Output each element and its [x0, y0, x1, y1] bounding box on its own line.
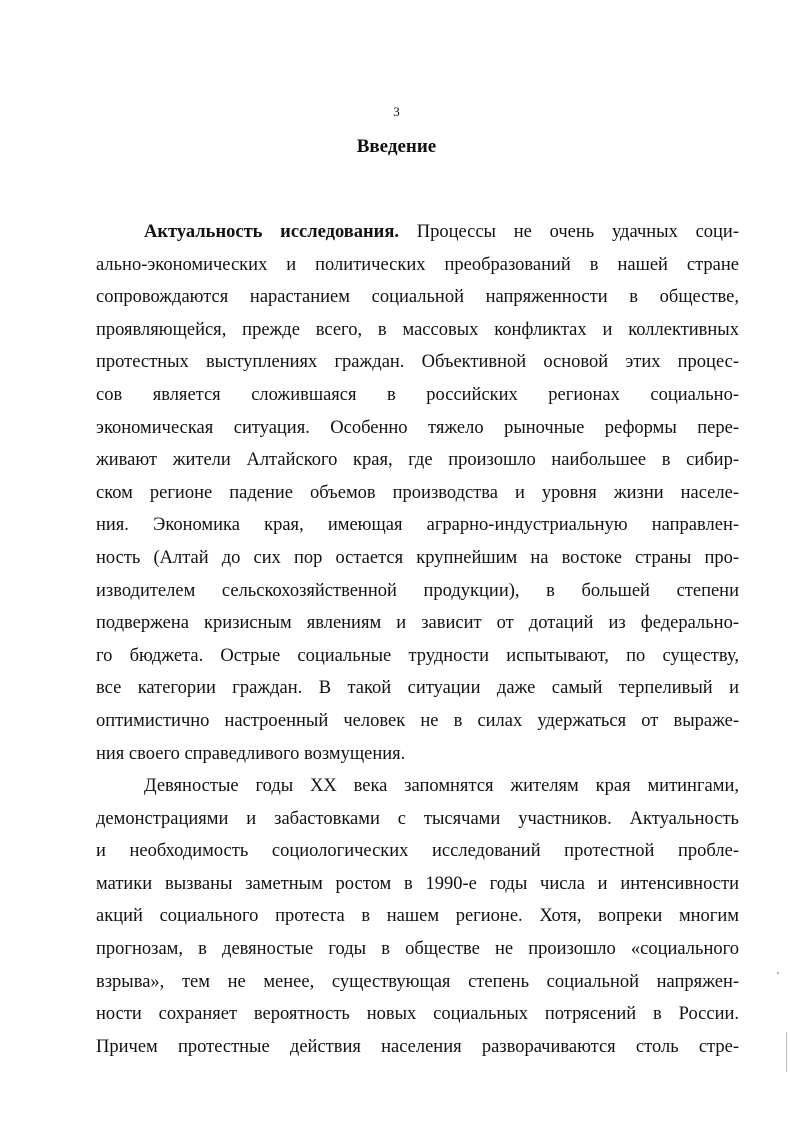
text-line: экономическая ситуация. Особенно тяжело рыночные реформы пере-: [96, 417, 739, 438]
text-line: протестных выступлениях граждан. Объективной основой этих процес-: [96, 352, 739, 373]
text-line: ально-экономических и политических преобразований в нашей стране: [96, 254, 739, 275]
text-line: прогнозам, в девяностые годы в обществе не произошло «социального: [96, 939, 739, 960]
text-line: матики вызваны заметным ростом в 1990-е годы числа и интенсивности: [96, 873, 739, 894]
paragraph-1: [96, 216, 739, 770]
text-line: ния своего справедливого возмущения.: [96, 743, 406, 764]
lead-phrase: Актуальность исследования.: [144, 222, 399, 242]
text-line: Девяностые годы XX века запомнятся жителям края митингами,: [144, 776, 739, 797]
text-line: сов является сложившаяся в российских регионах социально-: [96, 384, 739, 405]
text-line: все категории граждан. В такой ситуации даже самый терпеливый и: [96, 678, 739, 699]
text-line-content: Процессы не очень удачных соци-: [398, 222, 739, 242]
text-line: ность (Алтай до сих пор остается крупнейшим на востоке страны про-: [96, 547, 739, 568]
text-line: подвержена кризисным явлениям и зависит от дотаций из федерально-: [96, 613, 739, 634]
body-text: [96, 216, 739, 1063]
text-line: взрыва», тем не менее, существующая степень социальной напряжен-: [96, 971, 739, 992]
text-line: изводителем сельскохозяйственной продукции), в большей степени: [96, 580, 739, 601]
scan-speck: [786, 1032, 787, 1072]
paragraph-2: [96, 770, 739, 1063]
text-line: и необходимость социологических исследований протестной пробле-: [96, 841, 739, 862]
text-line: ности сохраняет вероятность новых социальных потрясений в России.: [96, 1004, 739, 1025]
text-line: живают жители Алтайского края, где произошло наибольшее в сибир-: [96, 450, 739, 471]
text-line: го бюджета. Острые социальные трудности испытывают, по существу,: [96, 645, 739, 666]
text-line: акций социального протеста в нашем регионе. Хотя, вопреки многим: [96, 906, 739, 927]
scan-speck: [777, 972, 779, 974]
text-line: Причем протестные действия населения разворачиваются столь стре-: [96, 1036, 739, 1057]
section-heading: Введение: [356, 136, 437, 157]
page-number: 3: [393, 104, 400, 119]
text-line: ния. Экономика края, имеющая аграрно-индустриальную направлен-: [96, 515, 739, 536]
text-line: ском регионе падение объемов производства и уровня жизни населе-: [96, 482, 739, 503]
text-line: оптимистично настроенный человек не в силах удержаться от выраже-: [96, 710, 739, 731]
text-line: демонстрациями и забастовками с тысячами участников. Актуальность: [96, 808, 739, 829]
text-line: [96, 216, 739, 249]
text-line: проявляющейся, прежде всего, в массовых конфликтах и коллективных: [96, 319, 739, 340]
text-line: сопровождаются нарастанием социальной напряженности в обществе,: [96, 287, 739, 308]
